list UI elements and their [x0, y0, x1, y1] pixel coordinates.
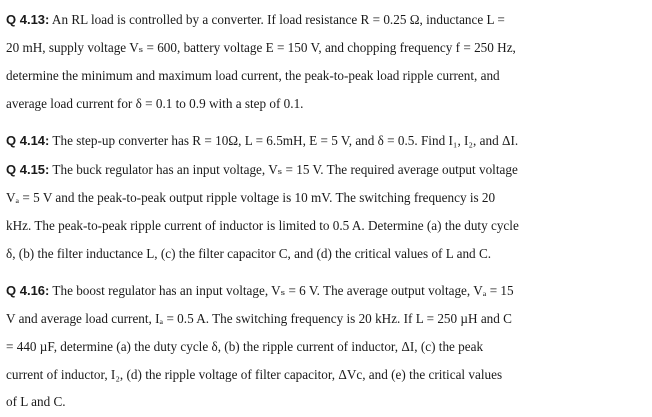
q416-line-5: of L and C.: [6, 394, 66, 409]
q415-text-1: The buck regulator has an input voltage, Vₛ = 15 V. The required average output voltage: [49, 162, 518, 177]
q415-line-3: kHz. The peak-to-peak ripple current of inductor is limited to 0.5 A. Determine (a) the duty cycle: [6, 218, 519, 233]
q413-line-4: average load current for δ = 0.1 to 0.9 with a step of 0.1.: [6, 96, 304, 111]
q415-line-4: δ, (b) the filter inductance L, (c) the filter capacitor C, and (d) the critical values of L and C.: [6, 246, 492, 261]
q416-line-1: [6, 283, 514, 299]
q414-line-1: [6, 133, 518, 149]
q416-line-3: = 440 µF, determine (a) the duty cycle δ, (b) the ripple current of inductor, ΔI, (c) the peak: [6, 339, 484, 354]
q415-line-1: [6, 162, 518, 178]
q415-line-2: Vₐ = 5 V and the peak-to-peak output ripple voltage is 10 mV. The switching frequency is 20: [6, 190, 496, 205]
q414-label: Q 4.14:: [6, 133, 50, 148]
q416-line-4: current of inductor, I₂, (d) the ripple voltage of filter capacitor, ΔVc, and (e) the critical values: [6, 367, 503, 382]
q413-line-2: 20 mH, supply voltage Vₛ = 600, battery voltage E = 150 V, and chopping frequency f = 250 Hz,: [6, 40, 516, 55]
q413-line-3: determine the minimum and maximum load current, the peak-to-peak load ripple current, and: [6, 68, 500, 83]
q413-line-1: [6, 12, 505, 28]
q413-label: Q 4.13:: [6, 12, 50, 27]
q414-text-1: The step-up converter has R = 10Ω, L = 6.5mH, E = 5 V, and δ = 0.5. Find I₁, I₂, and ΔI.: [49, 133, 519, 148]
q413-text-1: An RL load is controlled by a converter. If load resistance R = 0.25 Ω, inductance L =: [49, 12, 505, 27]
q416-text-1: The boost regulator has an input voltage, Vₛ = 6 V. The average output voltage, Vₐ = 15: [49, 283, 514, 298]
q415-label: Q 4.15:: [6, 162, 50, 177]
q416-label: Q 4.16:: [6, 283, 50, 298]
q416-line-2: V and average load current, Iₐ = 0.5 A. The switching frequency is 20 kHz. If L = 250 µH and C: [6, 311, 512, 326]
